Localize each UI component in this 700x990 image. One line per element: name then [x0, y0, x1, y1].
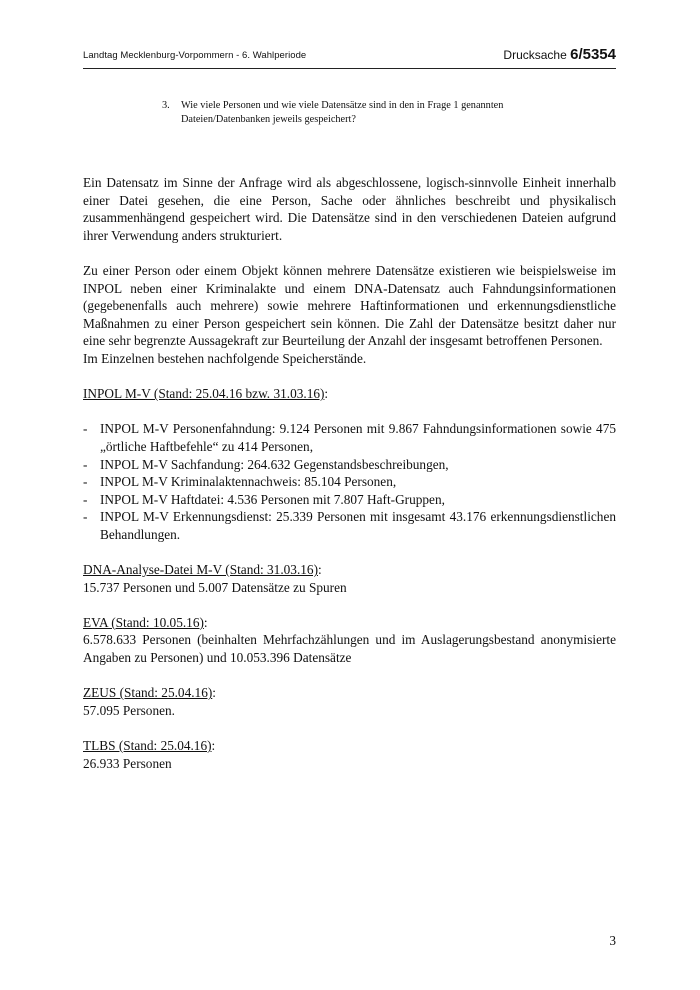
- section-zeus-colon: :: [212, 685, 216, 701]
- section-inpol-heading: [83, 385, 616, 403]
- paragraph-definition: Ein Datensatz im Sinne der Anfrage wird als abgeschlossene, logisch-sinnvolle Einheit innerhalb einer Datei gesehen, die eine Person, Sache oder ähnliches beschreibt und physikalisch zusammenhängend gespeichert wird. Die Datensätze sind in den verschiedenen Dateien aufgrund ihrer Verwendung anders strukturiert.: [83, 175, 616, 243]
- section-eva-heading: [83, 614, 616, 632]
- section-dna-colon: :: [318, 562, 322, 578]
- section-tlbs-title: TLBS (Stand: 25.04.16): [83, 738, 212, 753]
- question-number: 3.: [162, 100, 170, 111]
- header-parliament: Landtag Mecklenburg-Vorpommern - 6. Wahlperiode: [83, 50, 307, 61]
- dash-marker: -: [83, 491, 88, 507]
- dash-marker: -: [83, 474, 88, 490]
- section-inpol-colon: :: [324, 386, 329, 402]
- section-dna-text: 15.737 Personen und 5.007 Datensätze zu Spuren: [83, 579, 347, 595]
- section-zeus-text: 57.095 Personen.: [83, 702, 175, 718]
- dash-marker: -: [83, 456, 88, 472]
- header-document-number: [503, 46, 616, 63]
- list-item: - INPOL M-V Personenfahndung: 9.124 Personen mit 9.867 Fahndungsinformationen sowie 475 „örtliche Haftbefehle“ zu 414 Personen,: [83, 421, 616, 454]
- dash-marker: -: [83, 509, 88, 525]
- list-item: - INPOL M-V Erkennungsdienst: 25.339 Personen mit insgesamt 43.176 erkennungsdienstlichen Behandlungen.: [83, 509, 616, 542]
- list-item: - INPOL M-V Sachfandung: 264.632 Gegenstandsbeschreibungen,: [83, 456, 449, 472]
- header-number: 6/5354: [570, 46, 616, 63]
- list-item: - INPOL M-V Kriminalaktennachweis: 85.104 Personen,: [83, 474, 397, 490]
- section-zeus-heading: [83, 684, 616, 702]
- section-eva-title: EVA (Stand: 10.05.16): [83, 614, 204, 630]
- section-dna-heading: [83, 561, 616, 579]
- page-number: 3: [609, 933, 616, 948]
- paragraph-intro: Im Einzelnen bestehen nachfolgende Speicherstände.: [83, 350, 367, 366]
- section-tlbs-text: 26.933 Personen: [83, 755, 172, 771]
- section-zeus-title: ZEUS (Stand: 25.04.16): [83, 685, 213, 701]
- paragraph-explanation: Zu einer Person oder einem Objekt können mehrere Datensätze existieren wie beispielsweise im INPOL neben einer Kriminalakte und einem DNA-Datensatz auch Fahndungsinformationen (gegebenenfalls auch mehrere) sowie mehrere Haftinformationen und erkennungsdienstliche Maßnahmen zu einer Person gespeichert sein können. Die Zahl der Datensätze besitzt daher nur eine sehr begrenzte Aussagekraft zur Beurteilung der Anzahl der insgesamt betroffenen Personen.: [83, 262, 616, 349]
- question-block: [162, 99, 532, 126]
- page-header: [83, 46, 616, 69]
- dash-marker: -: [83, 421, 88, 437]
- section-inpol-title: INPOL M-V (Stand: 25.04.16 bzw. 31.03.16): [83, 386, 325, 402]
- inpol-list: [83, 420, 616, 543]
- header-label: Drucksache: [503, 48, 571, 62]
- list-item: - INPOL M-V Haftdatei: 4.536 Personen mit 7.807 Haft-Gruppen,: [83, 491, 445, 507]
- section-tlbs-colon: :: [211, 738, 216, 753]
- answer-body: [83, 174, 616, 772]
- question-text: Wie viele Personen und wie viele Datensätze sind in den in Frage 1 genannten Dateien/Datenbanken jeweils gespeichert?: [181, 100, 504, 125]
- section-dna-title: DNA-Analyse-Datei M-V (Stand: 31.03.16): [83, 562, 318, 578]
- section-eva-text: 6.578.633 Personen (beinhalten Mehrfachzählungen und im Auslagerungsbestand anonymisierte Angaben zu Personen) und 10.053.396 Datensätze: [83, 632, 616, 666]
- section-tlbs-heading: [83, 737, 616, 755]
- section-eva-colon: :: [203, 614, 208, 630]
